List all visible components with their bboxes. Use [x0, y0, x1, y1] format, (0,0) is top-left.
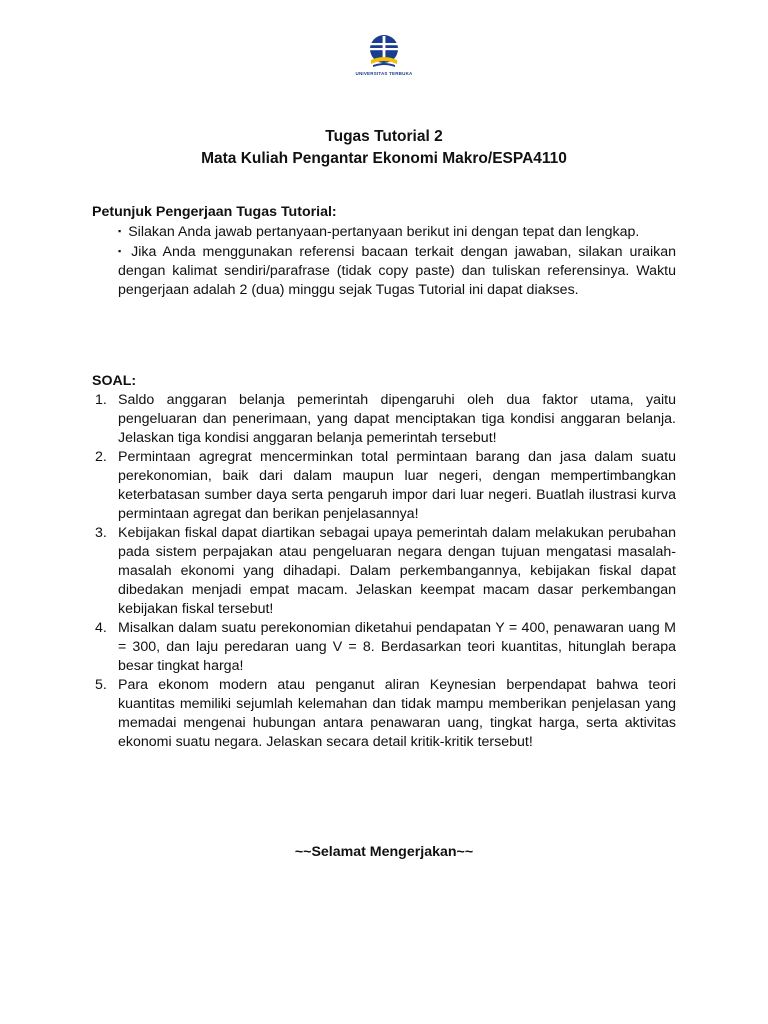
- instruction-text: Silakan Anda jawab pertanyaan-pertanyaan berikut ini dengan tepat dan lengkap.: [128, 224, 640, 240]
- question-item: [92, 391, 676, 448]
- questions-heading: SOAL:: [92, 373, 137, 389]
- question-text: Permintaan agregrat mencerminkan total permintaan barang dan jasa dalam suatu perekonomian, baik dari dalam maupun luar negeri, dengan mempertimbangkan keterbatasan sumber daya serta pengaruh impor dari luar negeri. Buatlah ilustrasi kurva permintaan agregat dan berikan penjelasannya!: [118, 449, 676, 522]
- question-text: Para ekonom modern atau penganut aliran Keynesian berpendapat bahwa teori kuantitas memiliki sejumlah kelemahan dan tidak mampu memberikan penjelasan yang memadai mengenai hubungan antara penawaran uang, tingkat harga, serta aktivitas ekonomi suatu negara. Jelaskan secara detail kritik-kritik tersebut!: [118, 677, 676, 750]
- instruction-item: [118, 242, 676, 300]
- question-item: [92, 619, 676, 676]
- bullet-icon: ▪: [118, 246, 125, 256]
- instruction-text: Jika Anda menggunakan referensi bacaan terkait dengan jawaban, silakan uraikan dengan kalimat sendiri/parafrase (tidak copy paste) dan tuliskan referensinya. Waktu pengerjaan adalah 2 (dua) minggu sejak Tugas Tutorial ini dapat diakses.: [118, 244, 676, 298]
- questions-list: [92, 391, 676, 752]
- question-number: 1.: [95, 392, 107, 408]
- university-logo: [350, 34, 418, 86]
- question-item: [92, 448, 676, 524]
- university-emblem-icon: [367, 34, 401, 70]
- question-text: Kebijakan fiskal dapat diartikan sebagai upaya pemerintah dalam melakukan perubahan pada sistem perpajakan atau pengeluaran negara dengan tujuan mengatasi masalah-masalah ekonomi yang dihadapi. Dalam perkembangannya, kebijakan fiskal dapat dibedakan menjadi empat macam. Jelaskan keempat macam dasar perkembangan kebijakan fiskal tersebut!: [118, 525, 676, 617]
- document-title-block: [0, 126, 768, 170]
- instructions-heading: Petunjuk Pengerjaan Tugas Tutorial:: [92, 204, 337, 220]
- closing-message: ~~Selamat Mengerjakan~~: [294, 844, 474, 860]
- instruction-item: [118, 222, 676, 242]
- questions-section: [92, 372, 676, 752]
- document-title: Tugas Tutorial 2: [325, 128, 443, 145]
- question-number: 4.: [95, 620, 107, 636]
- bullet-icon: ▪: [118, 226, 122, 236]
- question-item: [92, 524, 676, 619]
- logo-text: UNIVERSITAS TERBUKA: [355, 71, 413, 76]
- instructions-section: [92, 203, 676, 300]
- question-item: [92, 676, 676, 752]
- question-number: 3.: [95, 525, 107, 541]
- question-text: Saldo anggaran belanja pemerintah dipengaruhi oleh dua faktor utama, yaitu pengeluaran dan penerimaan, yang dapat menciptakan tiga kondisi anggaran belanja. Jelaskan tiga kondisi anggaran belanja pemerintah tersebut!: [118, 392, 676, 446]
- instructions-list: [92, 222, 676, 300]
- question-number: 2.: [95, 449, 107, 465]
- question-number: 5.: [95, 677, 107, 693]
- question-text: Misalkan dalam suatu perekonomian diketahui pendapatan Y = 400, penawaran uang M = 300, dan laju peredaran uang V = 8. Berdasarkan teori kuantitas, hitunglah berapa besar tingkat harga!: [118, 620, 676, 674]
- document-subtitle: Mata Kuliah Pengantar Ekonomi Makro/ESPA4110: [201, 150, 567, 167]
